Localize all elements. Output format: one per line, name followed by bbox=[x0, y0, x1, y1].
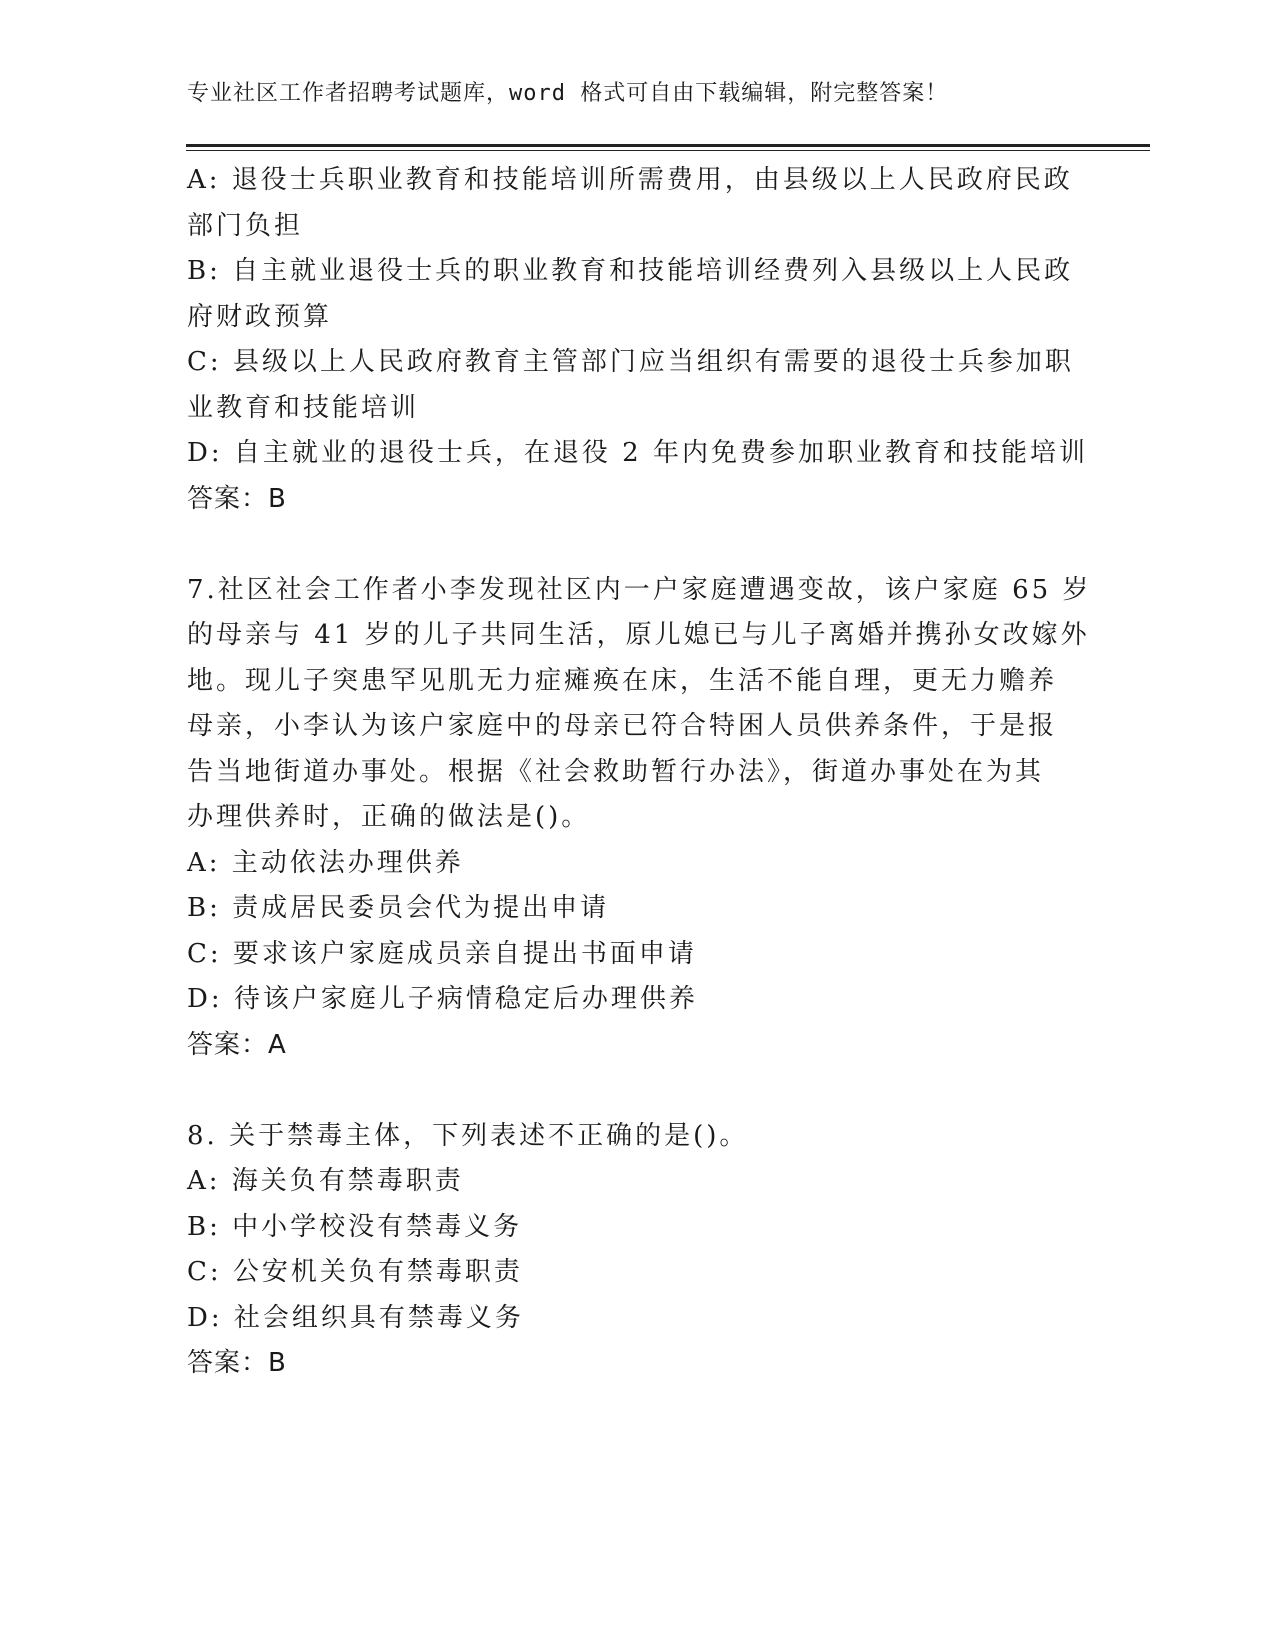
q6-option-b-line-1: B: 自主就业退役士兵的职业教育和技能培训经费列入县级以上人民政 bbox=[187, 256, 1074, 286]
q8-stem: 8. 关于禁毒主体，下列表述不正确的是()。 bbox=[187, 1120, 749, 1151]
question-8 bbox=[187, 1114, 1087, 1387]
page-header-text: 专业社区工作者招聘考试题库，word 格式可自由下载编辑，附完整答案！ bbox=[187, 81, 949, 106]
q8-answer: 答案：B bbox=[187, 1348, 287, 1378]
spacer bbox=[187, 522, 1087, 568]
q7-answer: 答案：A bbox=[187, 1029, 287, 1060]
q8-option-a: A: 海关负有禁毒职责 bbox=[187, 1166, 464, 1196]
question-6-options bbox=[187, 158, 1087, 522]
q7-stem-line-3: 地。现儿子突患罕见肌无力症瘫痪在床，生活不能自理，更无力赡养 bbox=[187, 665, 1058, 696]
header-rule-thin bbox=[186, 150, 1150, 151]
header-rule-thick bbox=[186, 144, 1150, 147]
q7-option-d: D: 待该户家庭儿子病情稳定后办理供养 bbox=[187, 984, 698, 1014]
q6-option-a-line-1: A: 退役士兵职业教育和技能培训所需费用，由县级以上人民政府民政 bbox=[187, 165, 1073, 195]
q8-option-d: D: 社会组织具有禁毒义务 bbox=[187, 1302, 524, 1333]
q8-option-c: C: 公安机关负有禁毒职责 bbox=[187, 1257, 523, 1287]
q7-stem-line-4: 母亲，小李认为该户家庭中的母亲已符合特困人员供养条件，于是报 bbox=[187, 711, 1058, 741]
q7-option-a: A: 主动依法办理供养 bbox=[187, 847, 464, 878]
q6-option-a-line-2: 部门负担 bbox=[187, 210, 304, 241]
q6-answer: 答案：B bbox=[187, 483, 287, 514]
q8-option-b: B: 中小学校没有禁毒义务 bbox=[187, 1211, 523, 1242]
q7-option-c: C: 要求该户家庭成员亲自提出书面申请 bbox=[187, 938, 697, 969]
question-7 bbox=[187, 568, 1092, 1069]
q7-stem-line-2: 的母亲与 41 岁的儿子共同生活，原儿媳已与儿子离婚并携孙女改嫁外 bbox=[187, 620, 1090, 650]
q7-stem-line-5: 告当地街道办事处。根据《社会救助暂行办法》，街道办事处在为其 bbox=[187, 756, 1045, 787]
q7-option-b: B: 责成居民委员会代为提出申请 bbox=[187, 893, 610, 923]
q6-option-b-line-2: 府财政预算 bbox=[187, 301, 333, 332]
spacer bbox=[187, 1068, 1087, 1114]
q6-option-d-line-1: D: 自主就业的退役士兵，在退役 2 年内免费参加职业教育和技能培训 bbox=[187, 438, 1088, 468]
q7-stem-line-6: 办理供养时，正确的做法是()。 bbox=[187, 802, 591, 832]
document-body bbox=[187, 158, 1092, 1387]
q6-option-c-line-1: C: 县级以上人民政府教育主管部门应当组织有需要的退役士兵参加职 bbox=[187, 347, 1074, 377]
q7-stem-line-1: 7.社区社会工作者小李发现社区内一户家庭遭遇变故，该户家庭 65 岁 bbox=[187, 574, 1092, 605]
q6-option-c-line-2: 业教育和技能培训 bbox=[187, 392, 420, 423]
